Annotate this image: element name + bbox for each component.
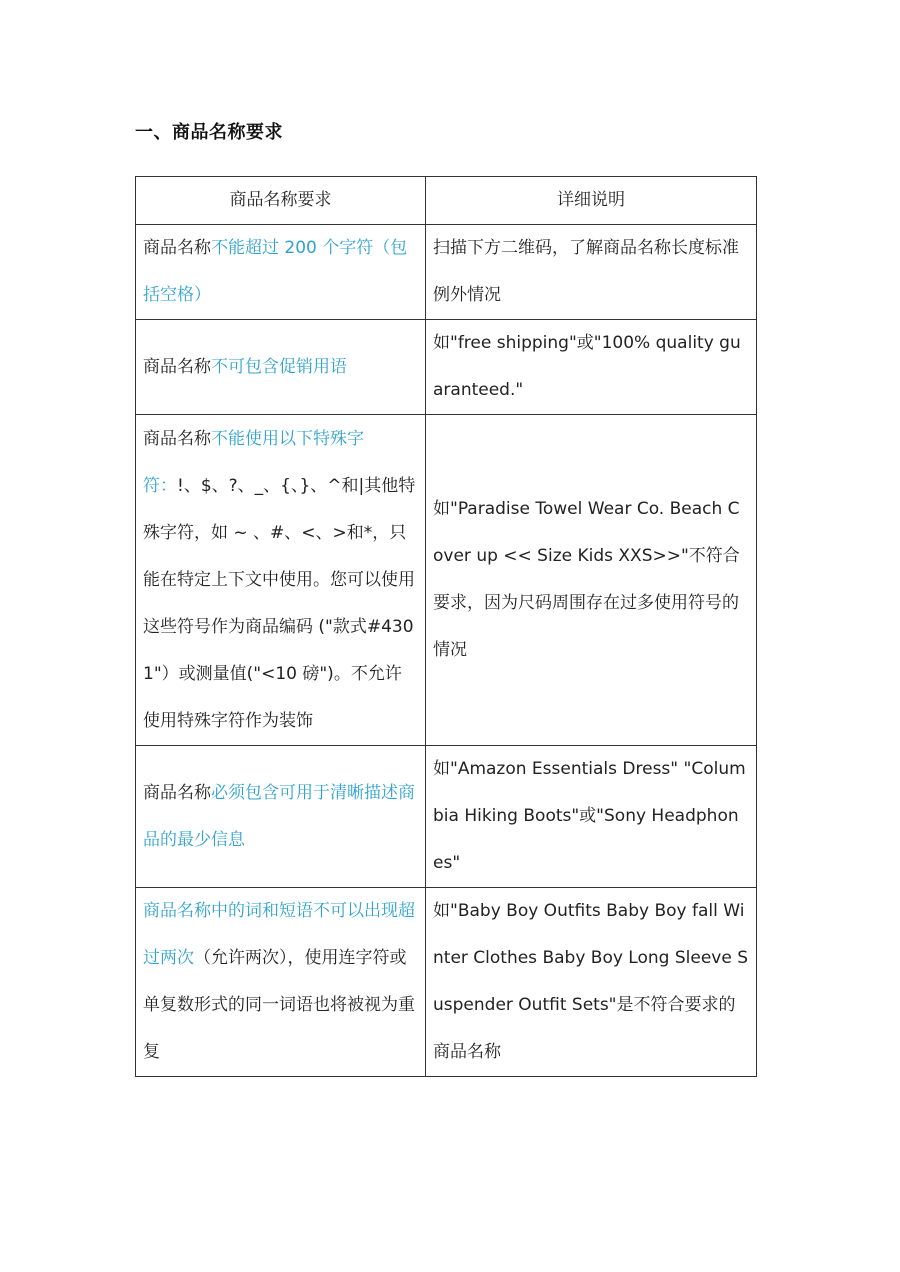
- detail-cell: 扫描下方二维码，了解商品名称长度标准例外情况: [426, 225, 757, 320]
- requirement-cell: [136, 225, 426, 320]
- table-row: [136, 746, 757, 888]
- detail-cell: 如"Baby Boy Outfits Baby Boy fall Winter Clothes Baby Boy Long Sleeve Suspender Outfit Sets"是不符合要求的商品名称: [426, 888, 757, 1077]
- requirement-plain-text: 商品名称: [143, 238, 211, 258]
- column-header-detail: 详细说明: [426, 177, 757, 225]
- section-heading: 一、商品名称要求: [135, 122, 283, 143]
- requirement-plain-text: 商品名称: [143, 782, 211, 803]
- column-header-requirement: 商品名称要求: [136, 177, 426, 225]
- table-row: [136, 888, 757, 1077]
- detail-cell: 如"Amazon Essentials Dress" "Columbia Hiking Boots"或"Sony Headphones": [426, 746, 757, 888]
- requirement-highlight-text: 不能使用以下特殊字符：: [143, 428, 364, 496]
- requirement-plain-text: 商品名称: [143, 356, 211, 377]
- requirement-cell: [136, 320, 426, 415]
- requirement-cell: [136, 746, 426, 888]
- table-row: [136, 415, 757, 746]
- detail-cell: 如"Paradise Towel Wear Co. Beach Cover up << Size Kids XXS>>"不符合要求，因为尺码周围存在过多使用符号的情况: [426, 415, 757, 746]
- requirement-highlight-text: 商品名称中的词和短语不可以出现超过两次: [143, 901, 415, 968]
- requirement-rest-text: !、$、?、_、{、}、^和|其他特殊字符，如 ~ 、#、<、>和*，只能在特定上下文中使用。您可以使用这些符号作为商品编码 ("款式#4301"）或测量值("<10 磅")。不允许使用特殊字符作为装饰: [143, 475, 416, 731]
- table-row: [136, 320, 757, 415]
- detail-cell: 如"free shipping"或"100% quality guaranteed.": [426, 320, 757, 415]
- requirement-highlight-text: 不可包含促销用语: [211, 356, 347, 377]
- requirement-plain-text: 商品名称: [143, 428, 211, 449]
- requirement-highlight-text: 必须包含可用于清晰描述商品的最少信息: [143, 782, 415, 850]
- requirement-cell: [136, 415, 426, 746]
- requirement-cell: [136, 888, 426, 1077]
- table-row: [136, 225, 757, 320]
- requirement-rest-text: （允许两次），使用连字符或单复数形式的同一词语也将被视为重复: [143, 948, 415, 1062]
- table-header-row: [136, 177, 757, 225]
- requirement-highlight-text: 不能超过 200 个字符（包括空格）: [143, 238, 408, 305]
- requirements-table: [135, 176, 757, 1077]
